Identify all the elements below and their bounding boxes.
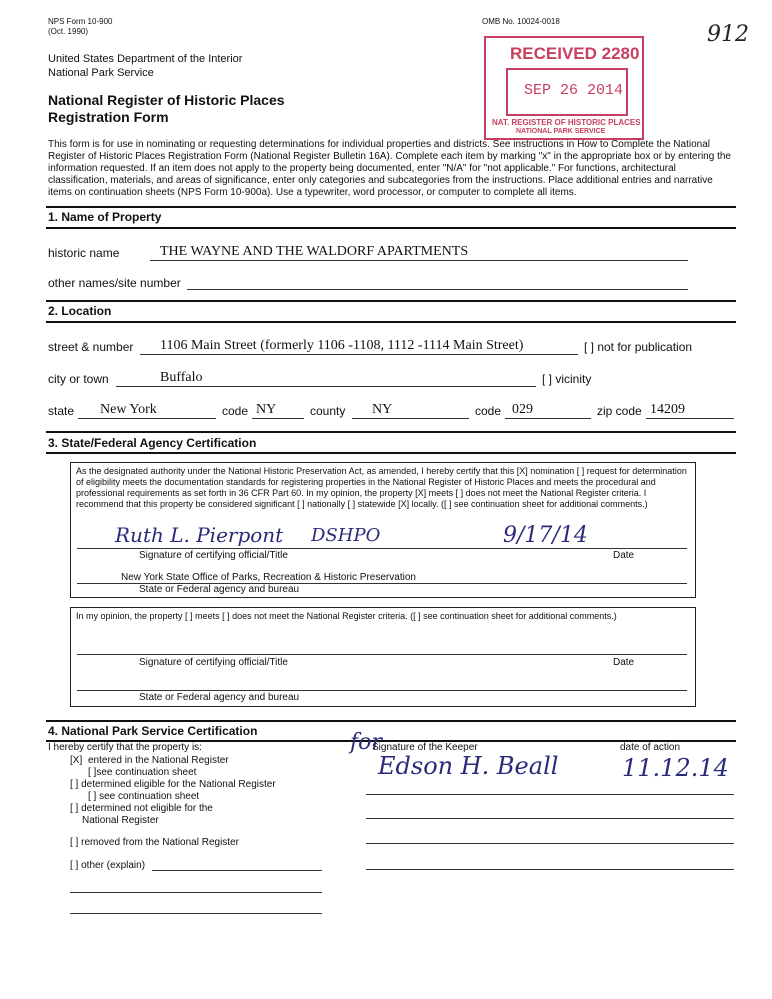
sec3-rule-top [46, 431, 736, 433]
section1-heading: 1. Name of Property [48, 210, 162, 224]
zip-line [646, 418, 734, 419]
county-line [352, 418, 469, 419]
form-subtitle: Registration Form [48, 109, 169, 125]
state-sig-label: Signature of certifying official/Title [139, 550, 288, 561]
form-number: NPS Form 10-900 [48, 17, 113, 26]
action-date-label: date of action [620, 742, 681, 753]
state-sig-line [77, 548, 687, 549]
historic-name-line [150, 260, 688, 261]
other-names-line [187, 289, 688, 290]
county-value: NY [372, 402, 393, 417]
opinion-agency-label: State or Federal agency and bureau [139, 692, 300, 703]
street-label: street & number [48, 340, 134, 354]
section3-heading: 3. State/Federal Agency Certification [48, 436, 257, 450]
omb-number: OMB No. 10024-0018 [482, 17, 560, 26]
section4-heading: 4. National Park Service Certification [48, 724, 258, 738]
city-line [116, 386, 536, 387]
instructions: This form is for use in nominating or requesting determinations for individual properties and districts. See instructions in How to Complete the National Register of Historic Places Registration Form (National Register Bulletin 16A). Complete each item by marking "x" in the appropriate box or by entering the information requested. If an item does not apply to the property being documented, enter "N/A" for "not applicable." For functions, architectural classification, materials, and areas of significance, enter only categories and subcategories from the instructions. Place additional entries and narrative items on continuation sheets (NPS Form 10-900a). Use a typewriter, word processor, or computer to complete all items. [48, 139, 731, 198]
sec4-rule-top [46, 720, 736, 722]
street-line [140, 354, 578, 355]
stamp-date-box [506, 68, 628, 116]
code2-line [505, 418, 591, 419]
state-signature: Ruth L. Pierpont [115, 523, 284, 547]
action-date: 11.12.14 [622, 754, 729, 782]
state-signature-date: 9/17/14 [503, 523, 588, 548]
opinion-date-label: Date [613, 657, 635, 668]
historic-name-value: THE WAYNE AND THE WALDORF APARTMENTS [160, 244, 469, 259]
other-line-1 [152, 870, 322, 871]
not-eligible-option-2: National Register [82, 815, 159, 826]
keeper-prefix: for [350, 730, 382, 755]
form-date: (Oct. 1990) [48, 27, 89, 36]
service: National Park Service [48, 67, 154, 79]
city-label: city or town [48, 372, 109, 386]
section2-heading: 2. Location [48, 304, 112, 318]
keeper-signature: Edson H. Beall [378, 752, 559, 780]
opinion-line2 [77, 690, 687, 691]
keeper-label: Signature of the Keeper [372, 742, 478, 753]
state-cert-text: As the designated authority under the National Historic Preservation Act, as amended, I hereby certify that this [X] nomination [ ] request for determination of eligibility meets the documentation standards for registering properties in the National Register of Historic Places and meets the procedural and professional requirements as set forth in 36 CFR Part 60. In my opinion, the property [X] meets [ ] does not meet the National Register criteria. I recommend that this property be considered significant [ ] nationally [ ] statewide [X] locally. ([ ] see continuation sheet for additional comments.) [76, 466, 687, 509]
state-signature-title: DSHPO [311, 525, 381, 546]
zip-value: 14209 [650, 402, 685, 417]
opinion-sig-label: Signature of certifying official/Title [139, 657, 288, 668]
code2-value: 029 [512, 402, 533, 417]
sec1-rule-bottom [46, 227, 736, 229]
stamp-line1: NAT. REGISTER OF HISTORIC PLACES [492, 118, 641, 127]
state-value: New York [100, 402, 157, 417]
keeper-line-4 [366, 869, 734, 870]
other-line-3 [70, 913, 322, 914]
other-names-label: other names/site number [48, 276, 181, 290]
not-eligible-option[interactable]: [ ] determined not eligible for the [70, 803, 213, 814]
entered-continuation: [ ]see continuation sheet [88, 767, 197, 778]
other-option[interactable]: [ ] other (explain) [70, 860, 146, 871]
entered-option: entered in the National Register [88, 755, 229, 766]
opinion-line1 [77, 654, 687, 655]
zip-label: zip code [597, 404, 642, 418]
county-label: county [310, 404, 346, 418]
vicinity: [ ] vicinity [542, 372, 592, 386]
sec1-rule-top [46, 206, 736, 208]
state-agency-label: State or Federal agency and bureau [139, 584, 300, 595]
form-title: National Register of Historic Places [48, 92, 285, 108]
removed-option[interactable]: [ ] removed from the National Register [70, 837, 239, 848]
sec2-rule-top [46, 300, 736, 302]
nps-intro: I hereby certify that the property is: [48, 742, 202, 753]
eligible-continuation: [ ] see continuation sheet [88, 791, 200, 802]
corner-note: 912 [707, 22, 749, 47]
sec2-rule-bottom [46, 321, 736, 323]
opinion-box [70, 607, 696, 707]
state-line [78, 418, 216, 419]
other-line-2 [70, 892, 322, 893]
keeper-line-2 [366, 818, 734, 819]
department: United States Department of the Interior [48, 53, 243, 65]
code2-label: code [475, 404, 502, 418]
received-stamp [484, 36, 644, 140]
code-line [252, 418, 304, 419]
not-for-publication: [ ] not for publication [584, 340, 693, 354]
code-value: NY [256, 402, 277, 417]
state-date-label: Date [613, 550, 635, 561]
street-value: 1106 Main Street (formerly 1106 -1108, 1112 -1114 Main Street) [160, 338, 524, 353]
state-cert-box [70, 462, 696, 598]
keeper-line-3 [366, 843, 734, 844]
city-value: Buffalo [160, 370, 203, 385]
entered-checkbox[interactable]: [X] [70, 755, 83, 766]
opinion-text: In my opinion, the property [ ] meets [ ] does not meet the National Register criteria. ([ ] see continuation sheet for additional comments.) [76, 611, 617, 621]
state-label: state [48, 404, 75, 418]
sec3-rule-bottom [46, 452, 736, 454]
stamp-received: RECEIVED 2280 [510, 44, 640, 63]
code-label: code [222, 404, 249, 418]
historic-name-label: historic name [48, 246, 120, 260]
stamp-date: SEP 26 2014 [524, 82, 624, 99]
state-agency-value: New York State Office of Parks, Recreation & Historic Preservation [121, 572, 416, 583]
keeper-line-1 [366, 794, 734, 795]
eligible-option[interactable]: [ ] determined eligible for the National Register [70, 779, 276, 790]
stamp-line2: NATIONAL PARK SERVICE [516, 128, 606, 135]
